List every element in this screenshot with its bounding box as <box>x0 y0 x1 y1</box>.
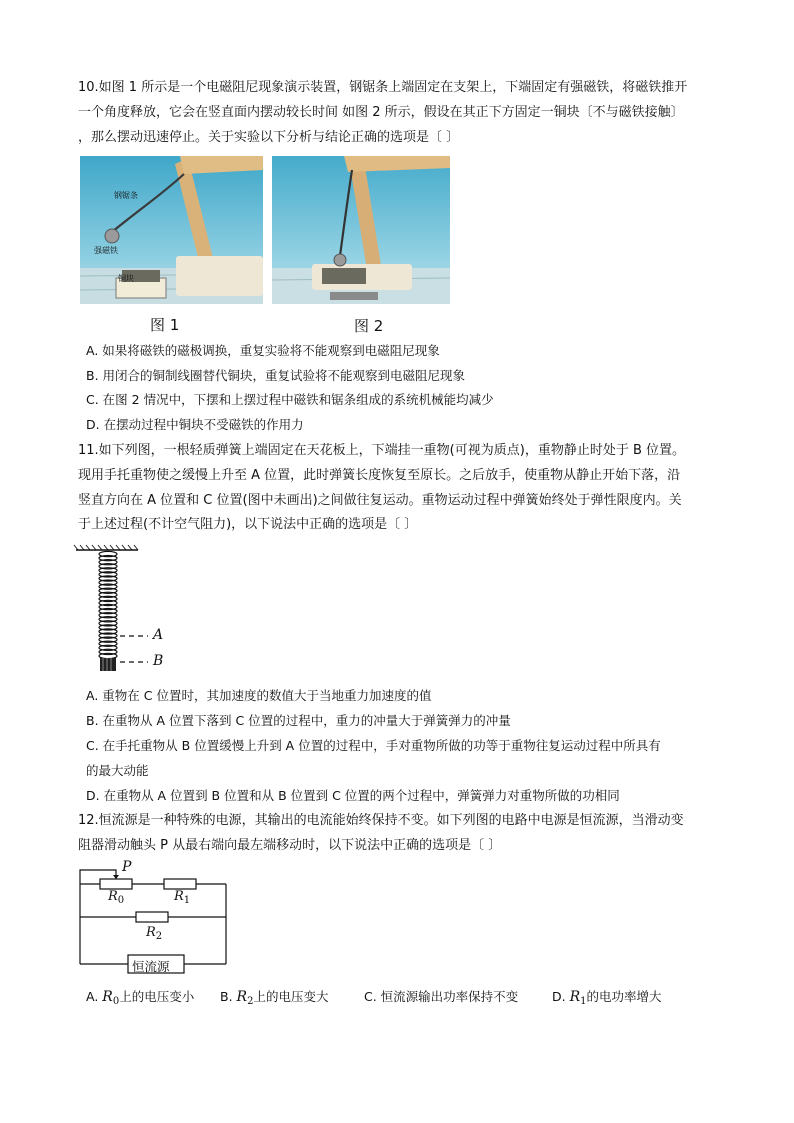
r1-sub: 1 <box>183 895 191 906</box>
q10-stem-line2: 一个角度释放，它会在竖直面内摆动较长时间 如图 2 所示，假设在其正下方固定一铜块〔不与磁铁接触〕 <box>78 105 684 120</box>
q10-stem-line1: 10.如图 1 所示是一个电磁阻尼现象演示装置，钢锯条上端固定在支架上，下端固定有强磁铁，将磁铁推开 <box>78 80 688 95</box>
position-a-label: A <box>153 627 164 643</box>
q10-option-d: D. 在摆动过程中铜块不受磁铁的作用力 <box>86 417 304 432</box>
q10-stem-line3: ，那么摆动迅速停止。关于实验以下分析与结论正确的选项是〔 〕 <box>78 130 460 145</box>
q12-option-d-text: 的电功率增大 <box>586 989 662 1004</box>
q12-stem-line1: 12.恒流源是一种特殊的电源，其输出的电流能始终保持不变。如下列图的电路中电源是恒流源，当滑动变 <box>78 813 684 828</box>
figure-2-photo <box>272 156 450 304</box>
q12-option-d-prefix: D. <box>552 989 566 1004</box>
q11-stem-line1: 11.如下列图，一根轻质弹簧上端固定在天花板上，下端挂一重物(可视为质点)，重物静止时处于 B 位置。 <box>78 443 686 458</box>
q10-option-a: A. 如果将磁铁的磁极调换，重复实验将不能观察到电磁阻尼现象 <box>86 343 440 358</box>
q12-option-b-var: R <box>236 989 248 1005</box>
q11-option-d: D. 在重物从 A 位置到 B 位置和从 B 位置到 C 位置的两个过程中，弹簧弹力对重物所做的功相同 <box>86 788 620 803</box>
figure-1-photo <box>80 156 263 304</box>
r0-var: R <box>108 889 118 904</box>
q12-option-d-sub: 1 <box>580 996 587 1007</box>
q11-option-c: C. 在手托重物从 B 位置缓慢上升到 A 位置的过程中，手对重物所做的功等于重物往复运动过程中所具有 <box>86 738 661 753</box>
q12-stem-line2: 阻器滑动触头 P 从最右端向最左端移动时，以下说法中正确的选项是〔 〕 <box>78 838 502 853</box>
q12-option-c: C. 恒流源输出功率保持不变 <box>364 989 519 1004</box>
r1-var: R <box>174 889 184 904</box>
r1-label <box>174 889 190 906</box>
q11-stem-line3: 竖直方向在 A 位置和 C 位置(图中未画出)之间做往复运动。重物运动过程中弹簧始终处于弹性限度内。关 <box>78 493 682 508</box>
q12-option-d-var: R <box>569 989 581 1005</box>
q10-option-c: C. 在图 2 情况中，下摆和上摆过程中磁铁和锯条组成的系统机械能均减少 <box>86 392 494 407</box>
q11-stem-line2: 现用手托重物使之缓慢上升至 A 位置，此时弹簧长度恢复至原长。之后放手，使重物从静止开始下落，沿 <box>78 468 681 483</box>
q12-option-d <box>552 987 662 1007</box>
q11-option-a: A. 重物在 C 位置时，其加速度的数值大于当地重力加速度的值 <box>86 688 432 703</box>
q11-stem-line4: 于上述过程(不计空气阻力)，以下说法中正确的选项是〔 〕 <box>78 517 418 532</box>
q12-option-a-text: 上的电压变小 <box>119 989 195 1004</box>
figure-1-caption: 图 1 <box>150 316 180 334</box>
saw-blade-label: 钢锯条 <box>114 191 138 200</box>
q11-option-b: B. 在重物从 A 位置下落到 C 位置的过程中，重力的冲量大于弹簧弹力的冲量 <box>86 713 511 728</box>
q12-option-b-prefix: B. <box>220 989 233 1004</box>
q12-option-a-var: R <box>102 989 113 1005</box>
magnet-label: 强磁铁 <box>94 246 118 255</box>
q10-option-b: B. 用闭合的铜制线圈替代铜块，重复试验将不能观察到电磁阻尼现象 <box>86 368 466 383</box>
r2-sub: 2 <box>155 931 163 942</box>
q12-option-a-sub: 0 <box>112 996 120 1007</box>
spring-diagram <box>72 544 182 674</box>
r0-label <box>108 889 124 906</box>
r2-var: R <box>146 925 156 940</box>
position-b-label: B <box>153 653 164 669</box>
q12-option-a <box>86 987 194 1007</box>
q12-option-a-prefix: A. <box>86 989 99 1004</box>
slider-p-label: P <box>122 859 132 875</box>
figure-2-caption: 图 2 <box>354 317 384 335</box>
q12-option-b <box>220 987 328 1007</box>
r2-label <box>146 925 162 942</box>
q12-option-b-sub: 2 <box>247 996 254 1007</box>
copper-block-label: 铜块 <box>118 274 134 283</box>
constant-current-source-label: 恒流源 <box>132 959 170 974</box>
q11-option-c-cont: 的最大动能 <box>86 763 149 778</box>
r0-sub: 0 <box>117 895 125 906</box>
q12-option-b-text: 上的电压变大 <box>253 989 329 1004</box>
